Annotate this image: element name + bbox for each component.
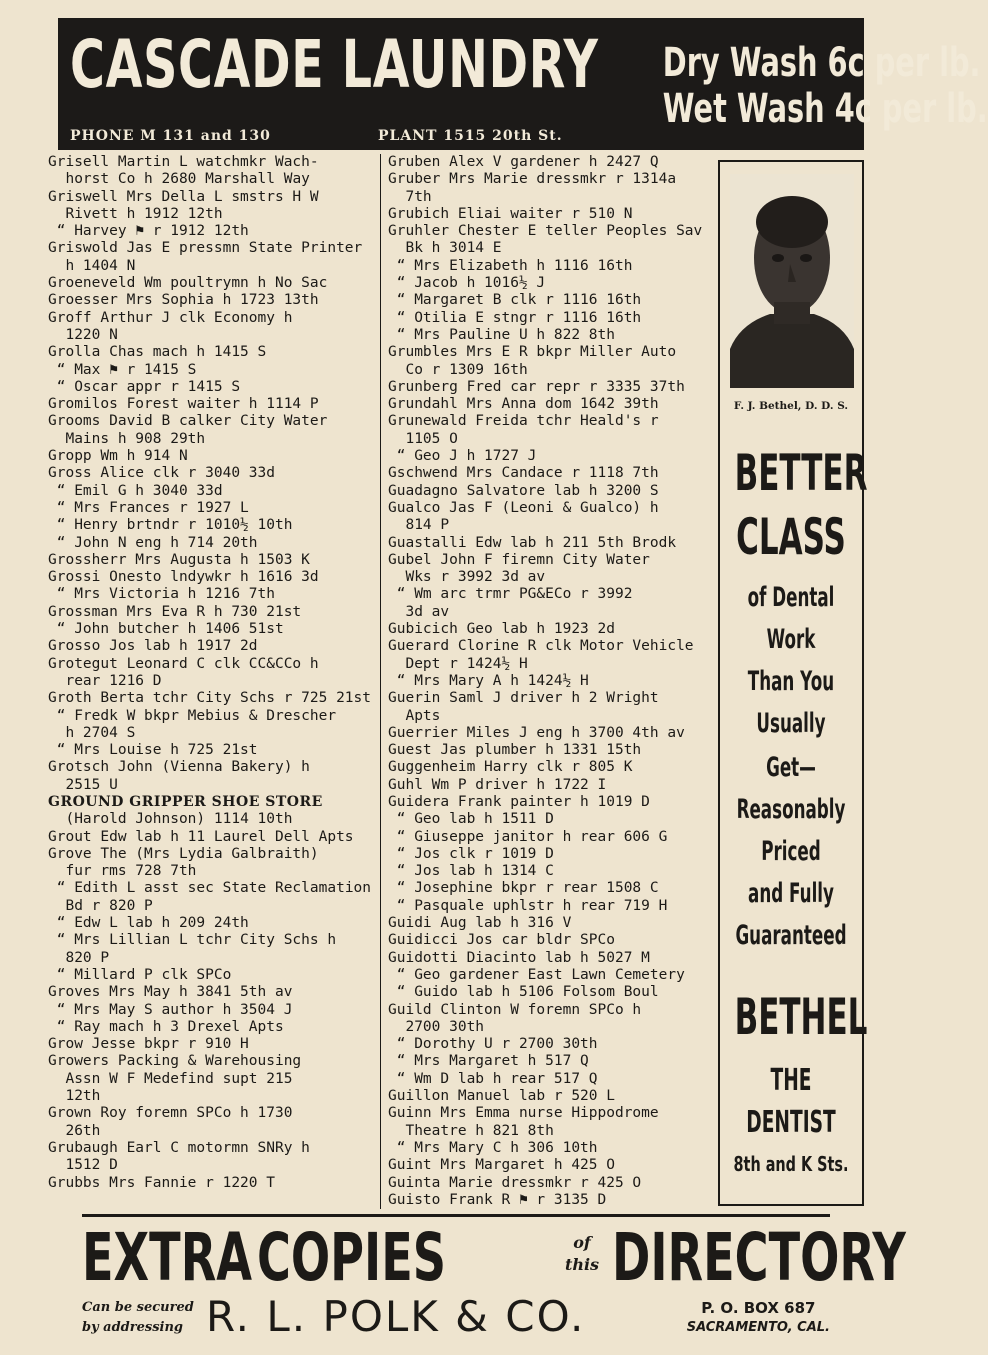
column-divider [380, 154, 381, 1209]
directory-entry: 2700 30th [388, 1018, 485, 1035]
directory-entry: 7th [388, 188, 432, 205]
directory-entry: Guest Jas plumber h 1331 15th [388, 742, 642, 759]
ad-line: and Fully [748, 878, 834, 909]
directory-entry: “ Wm D lab h rear 517 Q [388, 1070, 598, 1087]
left-listing-column [48, 154, 374, 1192]
ad-line: BETHEL [734, 988, 868, 1046]
directory-entry: 820 P [48, 949, 110, 966]
directory-entry: Rivett h 1912 12th [48, 205, 223, 222]
footer-of-this [557, 1232, 607, 1276]
directory-entry: Grundahl Mrs Anna dom 1642 39th [388, 396, 659, 413]
directory-entry: Guidi Aug lab h 316 V [388, 915, 572, 932]
directory-entry: Grotegut Leonard C clk CC&CCo h [48, 655, 319, 672]
directory-entry: Groves Mrs May h 3841 5th av [48, 984, 293, 1001]
directory-entry: Guillon Manuel lab r 520 L [388, 1088, 615, 1105]
directory-entry: “ Edw L lab h 209 24th [48, 915, 249, 932]
ad-line: 8th and K Sts. [733, 1152, 849, 1176]
directory-entry: Groesser Mrs Sophia h 1723 13th [48, 292, 319, 309]
directory-entry: Guinn Mrs Emma nurse Hippodrome [388, 1105, 659, 1122]
directory-entry: Grubaugh Earl C motormn SNRy h [48, 1139, 310, 1156]
directory-entry: Guinta Marie dressmkr r 425 O [388, 1174, 642, 1191]
directory-entry: Gruber Mrs Marie dressmkr r 1314a [388, 171, 677, 188]
directory-entry: Guidotti Diacinto lab h 5027 M [388, 949, 650, 966]
directory-entry: “ Max ⚑ r 1415 S [48, 361, 197, 378]
ad-line: Guaranteed [735, 920, 847, 951]
directory-entry: “ John N eng h 714 20th [48, 534, 258, 551]
directory-entry: Grubbs Mrs Fannie r 1220 T [48, 1174, 275, 1191]
directory-entry: “ Otilia E stngr r 1116 16th [388, 309, 642, 326]
directory-entry: “ Mrs Pauline U h 822 8th [388, 326, 615, 343]
directory-entry: Grooms David B calker City Water [48, 413, 328, 430]
directory-entry: “ Pasquale uphlstr h rear 719 H [388, 897, 668, 914]
middle-listing-column [388, 154, 716, 1209]
directory-entry: “ Mrs Mary A h 1424½ H [388, 672, 589, 689]
publisher-city: SACRAMENTO, CAL. [686, 1320, 830, 1335]
directory-entry: 26th [48, 1122, 101, 1139]
directory-entry: Gubicich Geo lab h 1923 2d [388, 621, 615, 638]
directory-entry: “ Mrs Margaret h 517 Q [388, 1053, 589, 1070]
directory-entry: Grubich Eliai waiter r 510 N [388, 205, 633, 222]
directory-entry: Grossi Onesto lndywkr h 1616 3d [48, 569, 319, 586]
directory-entry: “ Margaret B clk r 1116 16th [388, 292, 642, 309]
directory-entry: h 1404 N [48, 257, 136, 274]
directory-entry: (Harold Johnson) 1114 10th [48, 811, 293, 828]
directory-entry: “ Wm arc trmr PG&ECo r 3992 [388, 586, 633, 603]
directory-entry: “ Jos lab h 1314 C [388, 863, 554, 880]
directory-entry: Guint Mrs Margaret h 425 O [388, 1157, 615, 1174]
banner-plant: PLANT 1515 20th St. [378, 128, 563, 144]
ad-line: Reasonably [736, 794, 846, 825]
directory-entry: “ Henry brtndr r 1010½ 10th [48, 517, 293, 534]
directory-entry: Grunberg Fred car repr r 3335 37th [388, 378, 685, 395]
footer-headline [82, 1219, 906, 1296]
directory-entry: “ Jacob h 1016½ J [388, 275, 546, 292]
directory-entry: Gropp Wm h 914 N [48, 448, 188, 465]
ad-line: THE [770, 1063, 812, 1098]
directory-entry: Guerin Saml J driver h 2 Wright [388, 690, 659, 707]
dentist-ad [718, 160, 868, 1206]
directory-entry: Grossman Mrs Eva R h 730 21st [48, 603, 302, 620]
directory-entry: Grotsch John (Vienna Bakery) h [48, 759, 310, 776]
directory-entry: “ Giuseppe janitor h rear 606 G [388, 828, 668, 845]
directory-entry: 3d av [388, 603, 450, 620]
directory-entry: “ Mrs Elizabeth h 1116 16th [388, 257, 633, 274]
directory-entry: Groeneveld Wm poultrymn h No Sac [48, 275, 328, 292]
directory-entry: “ Emil G h 3040 33d [48, 482, 223, 499]
directory-entry: Dept r 1424½ H [388, 655, 528, 672]
directory-entry: Griswell Mrs Della L smstrs H W [48, 188, 319, 205]
directory-entry: horst Co h 2680 Marshall Way [48, 171, 310, 188]
directory-entry: Grow Jesse bkpr r 910 H [48, 1036, 249, 1053]
directory-entry: “ Geo lab h 1511 D [388, 811, 554, 828]
directory-entry: 2515 U [48, 776, 118, 793]
directory-entry: Gualco Jas F (Leoni & Gualco) h [388, 499, 659, 516]
directory-entry: “ Jos clk r 1019 D [388, 845, 554, 862]
footer-rule [82, 1214, 830, 1217]
directory-entry: 1220 N [48, 326, 118, 343]
directory-entry: “ Oscar appr r 1415 S [48, 378, 241, 395]
ad-line: of Dental [747, 582, 835, 613]
ad-line: Usually [756, 708, 826, 739]
directory-entry: Guadagno Salvatore lab h 3200 S [388, 482, 659, 499]
dry-wash-rate: Dry Wash 6c per lb. [662, 40, 981, 86]
directory-entry: Guhl Wm P driver h 1722 I [388, 776, 607, 793]
directory-entry: Guerard Clorine R clk Motor Vehicle [388, 638, 694, 655]
directory-entry: Guisto Frank R ⚑ r 3135 D [388, 1191, 607, 1208]
directory-entry: “ Geo gardener East Lawn Cemetery [388, 966, 685, 983]
ad-line: Work [766, 624, 816, 655]
directory-entry: Gschwend Mrs Candace r 1118 7th [388, 465, 659, 482]
directory-entry: “ Dorothy U r 2700 30th [388, 1036, 598, 1053]
directory-entry: Bk h 3014 E [388, 240, 502, 257]
directory-entry: Grunewald Freida tchr Heald's r [388, 413, 659, 430]
directory-entry: Bd r 820 P [48, 897, 153, 914]
portrait-photo [730, 174, 854, 388]
directory-entry: Grosso Jos lab h 1917 2d [48, 638, 258, 655]
directory-entry: Wks r 3992 3d av [388, 569, 546, 586]
directory-entry: “ Millard P clk SPCo [48, 966, 232, 983]
footer-word-copies: COPIES [257, 1219, 447, 1296]
directory-entry: Grumbles Mrs E R bkpr Miller Auto [388, 344, 677, 361]
ad-line: Than You [747, 666, 835, 697]
dentist-portrait [730, 174, 854, 388]
directory-entry: “ Harvey ⚑ r 1912 12th [48, 223, 249, 240]
directory-entry: “ Mrs Lillian L tchr City Schs h [48, 932, 337, 949]
footer-word-of: of [573, 1233, 591, 1252]
directory-entry: Groth Berta tchr City Schs r 725 21st [48, 690, 372, 707]
directory-entry: Gubel John F firemn City Water [388, 551, 650, 568]
directory-entry: “ Josephine bkpr r rear 1508 C [388, 880, 659, 897]
banner-phone: PHONE M 131 and 130 [70, 128, 271, 144]
directory-entry: Guidera Frank painter h 1019 D [388, 793, 650, 810]
directory-entry: Guastalli Edw lab h 211 5th Brodk [388, 534, 677, 551]
footer-secured-line-2: by addressing [82, 1320, 184, 1335]
directory-entry: Guidicci Jos car bldr SPCo [388, 932, 615, 949]
dentist-caption: F. J. Bethel, D. D. S. [733, 400, 849, 412]
directory-entry: Grossherr Mrs Augusta h 1503 K [48, 551, 310, 568]
directory-entry: “ Mrs Victoria h 1216 7th [48, 586, 275, 603]
directory-entry: “ Geo J h 1727 J [388, 448, 537, 465]
laundry-ad-banner [58, 18, 988, 150]
ad-line: Priced [761, 836, 821, 867]
directory-entry: GROUND GRIPPER SHOE STORE [48, 793, 323, 810]
directory-entry: “ Ray mach h 3 Drexel Apts [48, 1018, 284, 1035]
directory-entry: Gruben Alex V gardener h 2427 Q [388, 154, 659, 170]
footer-secured-line-1: Can be secured [82, 1300, 194, 1315]
publisher-address [687, 1298, 830, 1338]
directory-entry: 814 P [388, 517, 450, 534]
directory-entry: Co r 1309 16th [388, 361, 528, 378]
directory-entry: “ Mrs Mary C h 306 10th [388, 1139, 598, 1156]
directory-entry: Grolla Chas mach h 1415 S [48, 344, 267, 361]
directory-entry: h 2704 S [48, 724, 136, 741]
footer-secured-note [82, 1298, 194, 1338]
directory-entry: Guerrier Miles J eng h 3700 4th av [388, 724, 685, 741]
directory-entry: fur rms 728 7th [48, 863, 197, 880]
directory-entry: “ Fredk W bkpr Mebius & Drescher [48, 707, 337, 724]
directory-entry: 12th [48, 1088, 101, 1105]
banner-title: CASCADE LAUNDRY [70, 26, 599, 103]
directory-entry: Gruhler Chester E teller Peoples Sav [388, 223, 703, 240]
directory-entry: Grown Roy foremn SPCo h 1730 [48, 1105, 293, 1122]
directory-entry: Mains h 908 29th [48, 430, 206, 447]
directory-entry: Assn W F Medefind supt 215 [48, 1070, 293, 1087]
footer-word-extra: EXTRA [82, 1219, 253, 1296]
publisher-box: P. O. BOX 687 [701, 1299, 816, 1317]
directory-entry: 1105 O [388, 430, 458, 447]
ad-line: DENTIST [746, 1105, 836, 1140]
directory-entry: Guggenheim Harry clk r 805 K [388, 759, 633, 776]
directory-entry: Grisell Martin L watchmkr Wach- [48, 154, 319, 170]
directory-entry: “ John butcher h 1406 51st [48, 621, 284, 638]
directory-entry: Griswold Jas E pressmn State Printer [48, 240, 363, 257]
directory-entry: “ Guido lab h 5106 Folsom Boul [388, 984, 659, 1001]
directory-entry: “ Mrs Louise h 725 21st [48, 742, 258, 759]
directory-entry: “ Mrs Frances r 1927 L [48, 499, 249, 516]
publisher-name: R. L. POLK & CO. [206, 1292, 586, 1341]
directory-entry: Growers Packing & Warehousing [48, 1053, 302, 1070]
ad-line: BETTER [734, 444, 868, 502]
directory-entry: Grout Edw lab h 11 Laurel Dell Apts [48, 828, 354, 845]
directory-entry: Gromilos Forest waiter h 1114 P [48, 396, 319, 413]
wet-wash-rate: Wet Wash 4c per lb. [662, 86, 988, 132]
footer-word-this: this [564, 1255, 600, 1274]
directory-entry: 1512 D [48, 1157, 118, 1174]
directory-entry: rear 1216 D [48, 672, 162, 689]
footer-word-directory: DIRECTORY [612, 1219, 906, 1296]
directory-entry: Theatre h 821 8th [388, 1122, 554, 1139]
directory-entry: Groff Arthur J clk Economy h [48, 309, 293, 326]
directory-entry: Gross Alice clk r 3040 33d [48, 465, 275, 482]
ad-line: Get— [766, 752, 816, 783]
directory-entry: “ Mrs May S author h 3504 J [48, 1001, 293, 1018]
directory-entry: Apts [388, 707, 441, 724]
banner-rates [662, 40, 988, 132]
directory-entry: Grove The (Mrs Lydia Galbraith) [48, 845, 319, 862]
directory-entry: Guild Clinton W foremn SPCo h [388, 1001, 642, 1018]
footer-publisher [82, 1292, 830, 1341]
directory-entry: “ Edith L asst sec State Reclamation [48, 880, 372, 897]
ad-line: CLASS [736, 508, 846, 566]
